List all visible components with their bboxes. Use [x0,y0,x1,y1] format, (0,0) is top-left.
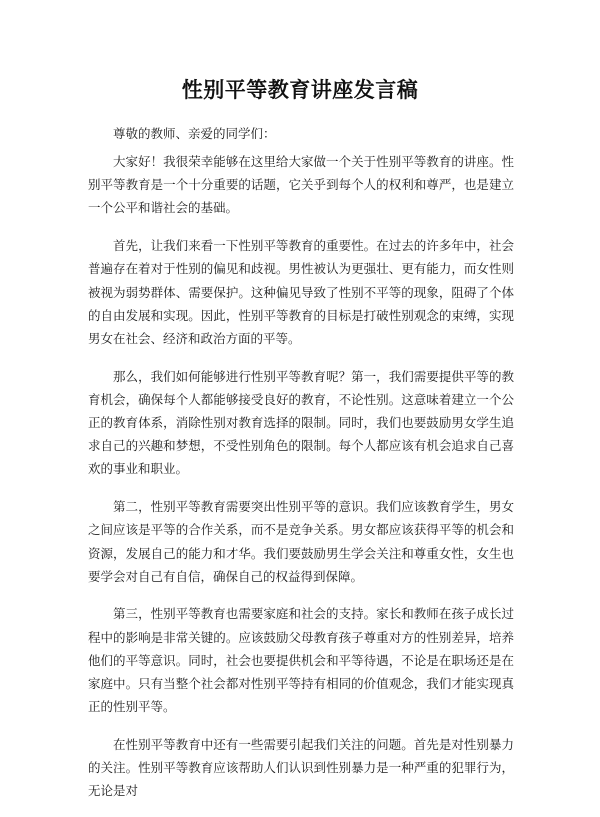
paragraph-first-point: 那么，我们如何能够进行性别平等教育呢？第一，我们需要提供平等的教育机会，确保每个人都能够接受良好的教育，不论性别。这意味着建立一个公正的教育体系，消除性别对教育选择的限制。同时，我们也要鼓励男女学生追求自己的兴趣和梦想，不受性别角色的限制。每个人都应该有机会追求自己喜欢的事业和职业。 [88,368,514,477]
paragraph-second-point: 第二，性别平等教育需要突出性别平等的意识。我们应该教育学生，男女之间应该是平等的合作关系，而不是竞争关系。男女都应该获得平等的机会和资源，发展自己的能力和才华。我们要鼓励男生学会关注和尊重女性，女生也要学会对自己有自信，确保自己的权益得到保障。 [88,499,514,584]
document-title: 性别平等教育讲座发言稿 [181,78,419,102]
paragraph-importance: 首先，让我们来看一下性别平等教育的重要性。在过去的许多年中，社会普遍存在着对于性别的偏见和歧视。男性被认为更强壮、更有能力，而女性则被视为弱势群体、需要保护。这种偏见导致了性别不平等的现象，阻碍了个体的自由发展和实现。因此，性别平等教育的目标是打破性别观念的束缚，实现男女在社会、经济和政治方面的平等。 [88,238,514,346]
paragraph-issues: 在性别平等教育中还有一些需要引起我们关注的问题。首先是对性别暴力的关注。性别平等教育应该帮助人们认识到性别暴力是一种严重的犯罪行为，无论是对 [88,736,514,799]
paragraph-third-point: 第三，性别平等教育也需要家庭和社会的支持。家长和教师在孩子成长过程中的影响是非常关键的。应该鼓励父母教育孩子尊重对方的性别差异，培养他们的平等意识。同时，社会也要提供机会和平等待遇，不论是在职场还是在家庭中。只有当整个社会都对性别平等持有相同的价值观念，我们才能实现真正的性别平等。 [88,606,514,715]
document-body [88,150,514,817]
greeting-line: 尊敬的教师、亲爱的同学们： [113,126,276,141]
paragraph-intro: 大家好！我很荣幸能够在这里给大家做一个关于性别平等教育的讲座。性别平等教育是一个十分重要的话题，它关乎到每个人的权利和尊严，也是建立一个公平和谐社会的基础。 [88,154,514,216]
